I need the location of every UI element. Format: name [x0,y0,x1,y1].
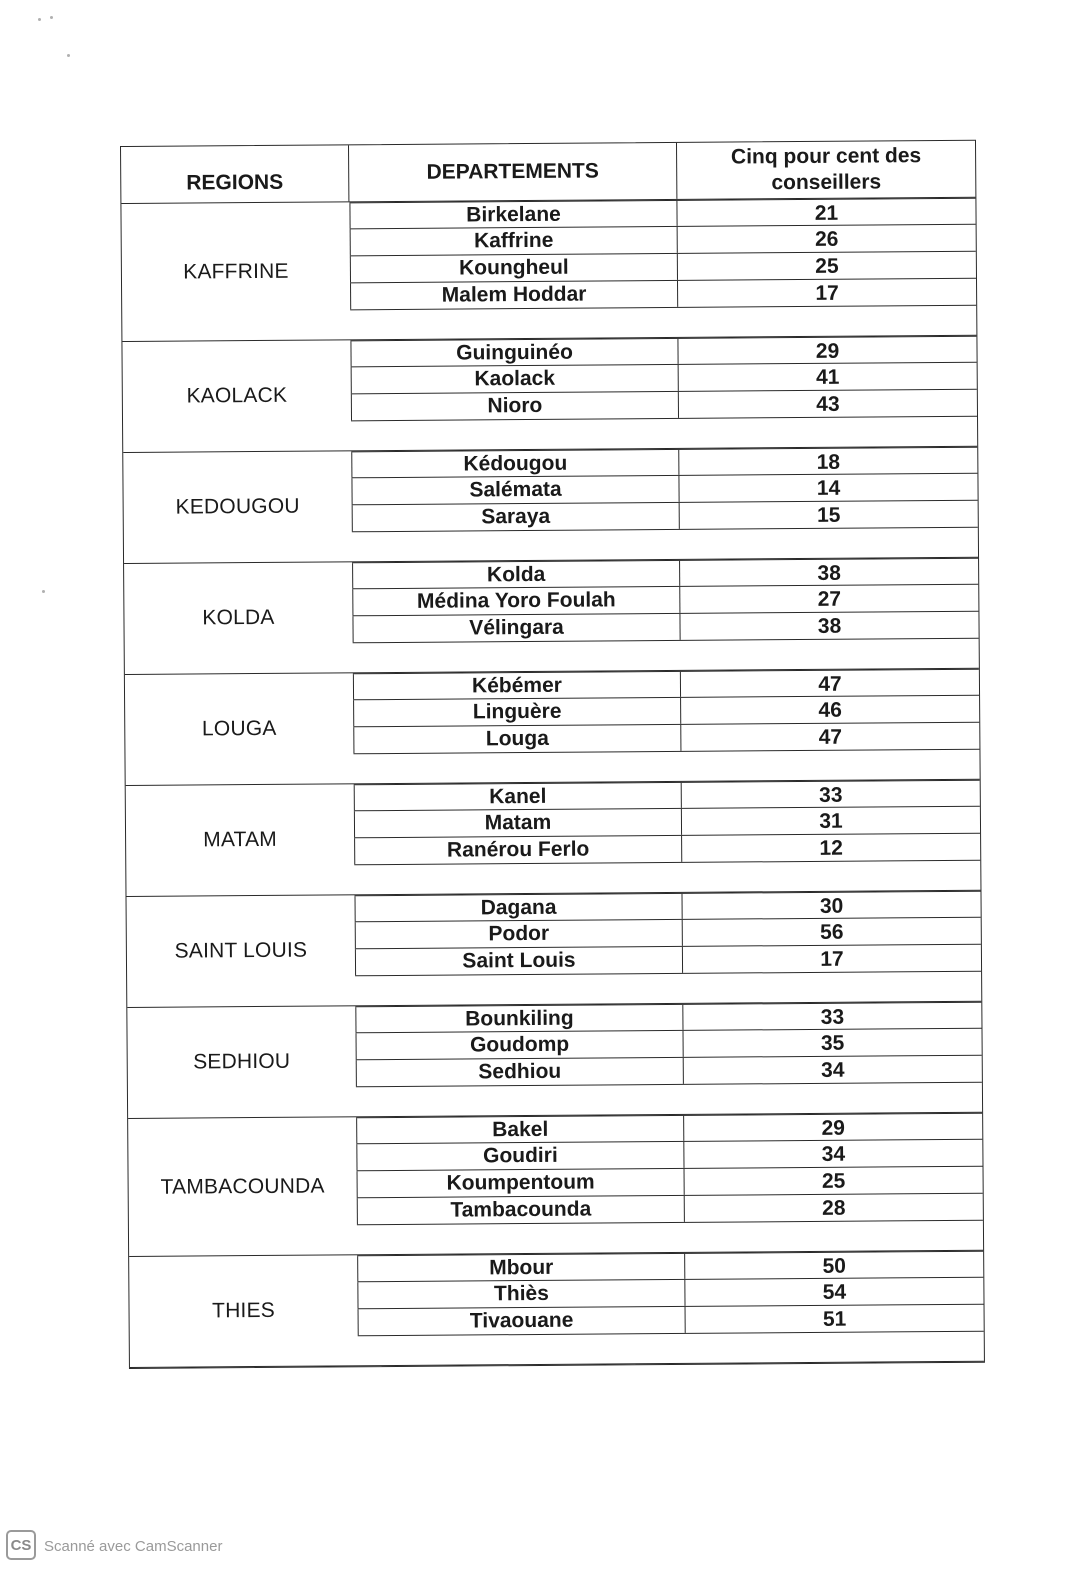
departement-name: Médina Yoro Foulah [352,587,680,615]
conseillers-value: 35 [820,1031,845,1055]
departement-name: Tivaouane [358,1307,686,1335]
conseillers-value: 28 [822,1196,846,1220]
table-row [351,390,977,422]
departement-rows [355,1002,982,1117]
region-name: KAFFRINE [183,259,289,284]
region-block [127,891,982,1008]
departement-name: Salémata [351,476,679,504]
departement-name: Koumpentoum [357,1169,685,1197]
departement-name: Matam [354,809,682,837]
region-block [125,669,980,786]
departement-name: Podor [355,920,683,948]
departement-name: Ranérou Ferlo [354,836,682,864]
region-block [124,558,979,675]
departement-name: Kaffrine [350,227,678,255]
scan-speck [42,590,45,593]
table-body [121,198,984,1368]
departement-name: Kébémer [353,672,681,699]
conseillers-value: 34 [821,1058,845,1082]
conseillers-value: 29 [815,339,840,363]
header-departements: DEPARTEMENTS [349,143,677,201]
region-block [122,336,977,453]
conseillers-value: 15 [816,503,841,527]
table-row [353,723,979,755]
camscanner-logo: CS [6,1530,36,1560]
departement-name: Mbour [357,1254,685,1281]
conseillers-value: 38 [817,561,841,585]
departement-rows [356,1113,983,1255]
region-block [129,1251,984,1368]
departement-name: Guinguinéo [350,339,678,366]
conseillers-value: 46 [818,698,842,722]
conseillers-value: 17 [815,281,839,305]
region-block [121,198,976,342]
departement-name: Kédougou [351,450,679,477]
departement-name: Nioro [351,392,679,420]
scan-speck [67,54,70,57]
departement-rows [349,198,976,340]
departement-rows [354,891,981,1006]
table-header [121,141,975,204]
conseillers-value: 50 [822,1254,846,1278]
scan-speck [50,16,53,19]
conseillers-value: 34 [821,1142,846,1166]
departement-name: Sedhiou [356,1058,684,1086]
table-row [356,1056,982,1088]
conseillers-value: 47 [818,725,843,749]
region-name: SEDHIOU [193,1049,291,1074]
departement-name: Louga [353,725,681,753]
departement-rows [353,669,980,784]
conseillers-value: 17 [820,947,844,971]
departement-name: Kaolack [351,365,679,393]
departements-table [120,140,985,1369]
region-name: SAINT LOUIS [174,938,308,963]
departement-name: Linguère [353,698,681,726]
conseillers-value: 41 [815,365,840,389]
conseillers-value: 31 [819,809,843,833]
header-percent-line2: conseillers [771,170,882,195]
conseillers-value: 56 [820,920,844,944]
header-percent [677,141,975,199]
departement-rows [351,447,978,562]
conseillers-value: 27 [817,587,842,611]
conseillers-value: 33 [819,783,843,807]
departement-rows [350,336,977,451]
region-name: THIES [212,1298,276,1323]
table-row [354,834,980,866]
region-name: KOLDA [202,605,275,630]
conseillers-value: 12 [819,836,843,860]
header-percent-line1: Cinq pour cent des [730,143,922,169]
table-row [358,1305,984,1337]
scan-speck [38,18,41,21]
departement-name: Goudiri [356,1142,684,1170]
departement-rows [357,1251,984,1366]
departement-name: Kolda [352,561,680,588]
conseillers-value: 25 [821,1169,846,1193]
region-block [127,1002,982,1119]
conseillers-value: 33 [820,1005,845,1029]
region-name: LOUGA [201,716,277,741]
conseillers-value: 25 [815,254,839,278]
departement-name: Bakel [356,1116,684,1143]
departement-name: Koungheul [350,254,678,282]
table-row [357,1194,983,1226]
conseillers-value: 43 [816,392,840,416]
departement-name: Bounkiling [355,1005,683,1032]
header-regions: REGIONS [121,145,349,203]
camscanner-footer-text: Scanné avec CamScanner [44,1538,223,1555]
departement-name: Tambacounda [357,1196,685,1224]
table-row [352,612,978,644]
departement-name: Saint Louis [355,947,683,975]
departement-rows [352,558,979,673]
conseillers-value: 30 [819,894,844,918]
region-name: KEDOUGOU [175,494,300,519]
region-block [126,780,981,897]
conseillers-value: 18 [816,450,841,474]
departement-name: Vélingara [352,614,680,642]
conseillers-value: 14 [816,476,841,500]
departement-name: Goudomp [356,1031,684,1059]
conseillers-value: 54 [822,1280,847,1304]
departement-name: Birkelane [349,201,677,228]
conseillers-value: 21 [814,201,839,225]
departement-name: Kanel [354,783,682,810]
conseillers-value: 47 [818,672,842,696]
region-name: TAMBACOUNDA [160,1174,325,1199]
departement-name: Malem Hoddar [350,281,678,309]
table-row [355,945,981,977]
conseillers-value: 29 [821,1116,845,1140]
region-name: KAOLACK [186,383,288,408]
table-row [352,501,978,533]
region-name: MATAM [203,827,278,852]
departement-name: Thiès [357,1280,685,1308]
region-block [123,447,978,564]
conseillers-value: 51 [822,1307,847,1331]
departement-rows [354,780,981,895]
conseillers-value: 26 [814,227,839,251]
conseillers-value: 38 [817,614,842,638]
departement-name: Dagana [355,894,683,921]
table-row [350,279,976,311]
departement-name: Saraya [352,503,680,531]
region-block [128,1113,983,1257]
